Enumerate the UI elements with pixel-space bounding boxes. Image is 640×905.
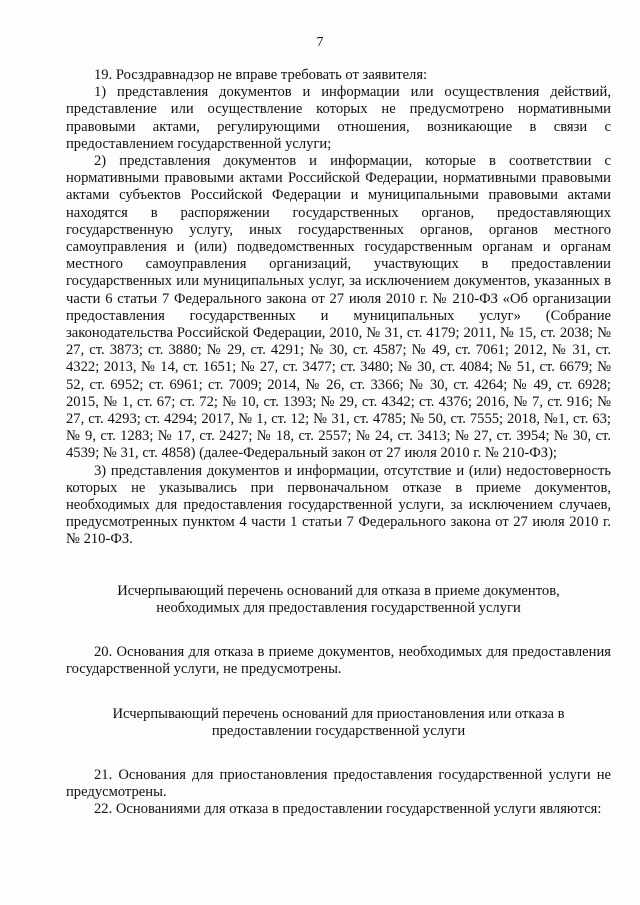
- section-heading-refusal-acceptance: Исчерпывающий перечень оснований для отказа в приеме документов, необходимых для предоставления государственной услуги: [117, 582, 560, 616]
- paragraph-21: 21. Основания для приостановления предоставления государственной услуги не предусмотрены.: [66, 766, 611, 801]
- document-body: [66, 67, 611, 819]
- paragraph-19-item-2: 2) представления документов и информации, которые в соответствии с нормативными правовыми актами Российской Федерации, нормативными правовыми актами субъектов Российской Федерации и муниципальными правовыми актами находятся в распоряжении государственных органов, предоставляющих государственную услугу, иных государственных органов, органов местного самоуправления и (или) подведомственных государственным органам и органам местного самоуправления организаций, участвующих в предоставлении государственных или муниципальных услуг, за исключением документов, указанных в части 6 статьи 7 Федерального закона от 27 июля 2010 г. № 210-ФЗ «Об организации предоставления государственных и муниципальных услуг» (Собрание законодательства Российской Федерации, 2010, № 31, ст. 4179; 2011, № 15, ст. 2038; № 27, ст. 3873; ст. 3880; № 29, ст. 4291; № 30, ст. 4587; № 49, ст. 7061; 2012, № 31, ст. 4322; 2013, № 14, ст. 1651; № 27, ст. 3477; ст. 3480; № 30, ст. 4084; № 51, ст. 6679; № 52, ст. 6952; ст. 6961; ст. 7009; 2014, № 26, ст. 3366; № 30, ст. 4264; № 49, ст. 6928; 2015, № 1, ст. 67; ст. 72; № 10, ст. 1393; № 29, ст. 4342; ст. 4376; 2016, № 7, ст. 916; № 27, ст. 4293; ст. 4294; 2017, № 1, ст. 12; № 31, ст. 4785; № 50, ст. 7555; 2018, №1, ст. 63; № 9, ст. 1283; № 17, ст. 2427; № 18, ст. 2557; № 24, ст. 3413; № 27, ст. 3954; № 30, ст. 4539; № 31, ст. 4858) (далее-Федеральный закон от 27 июля 2010 г. № 210-ФЗ);: [66, 153, 611, 462]
- paragraph-20: 20. Основания для отказа в приеме документов, необходимых для предоставления государственной услуги, не предусмотрены.: [66, 644, 611, 678]
- paragraph-19-intro: 19. Росздравнадзор не вправе требовать от заявителя:: [94, 67, 428, 83]
- paragraph-19-item-1: 1) представления документов и информации или осуществления действий, представление или осуществление которых не предусмотрено нормативными правовыми актами, регулирующими отношения, возникающие в связи с предоставлением государственной услуги;: [66, 84, 611, 152]
- section-heading-suspension-refusal: Исчерпывающий перечень оснований для приостановления или отказа в предоставлении государственной услуги: [112, 705, 565, 739]
- paragraph-19-item-3: 3) представления документов и информации, отсутствие и (или) недостоверность которых не указывались при первоначальном отказе в приеме документов, необходимых для предоставления государственной услуги, за исключением случаев, предусмотренных пунктом 4 части 1 статьи 7 Федерального закона от 27 июля 2010 г. № 210-ФЗ.: [66, 462, 611, 548]
- paragraph-22: 22. Основаниями для отказа в предоставлении государственной услуги являются:: [94, 801, 602, 818]
- page-number: 7: [316, 35, 324, 50]
